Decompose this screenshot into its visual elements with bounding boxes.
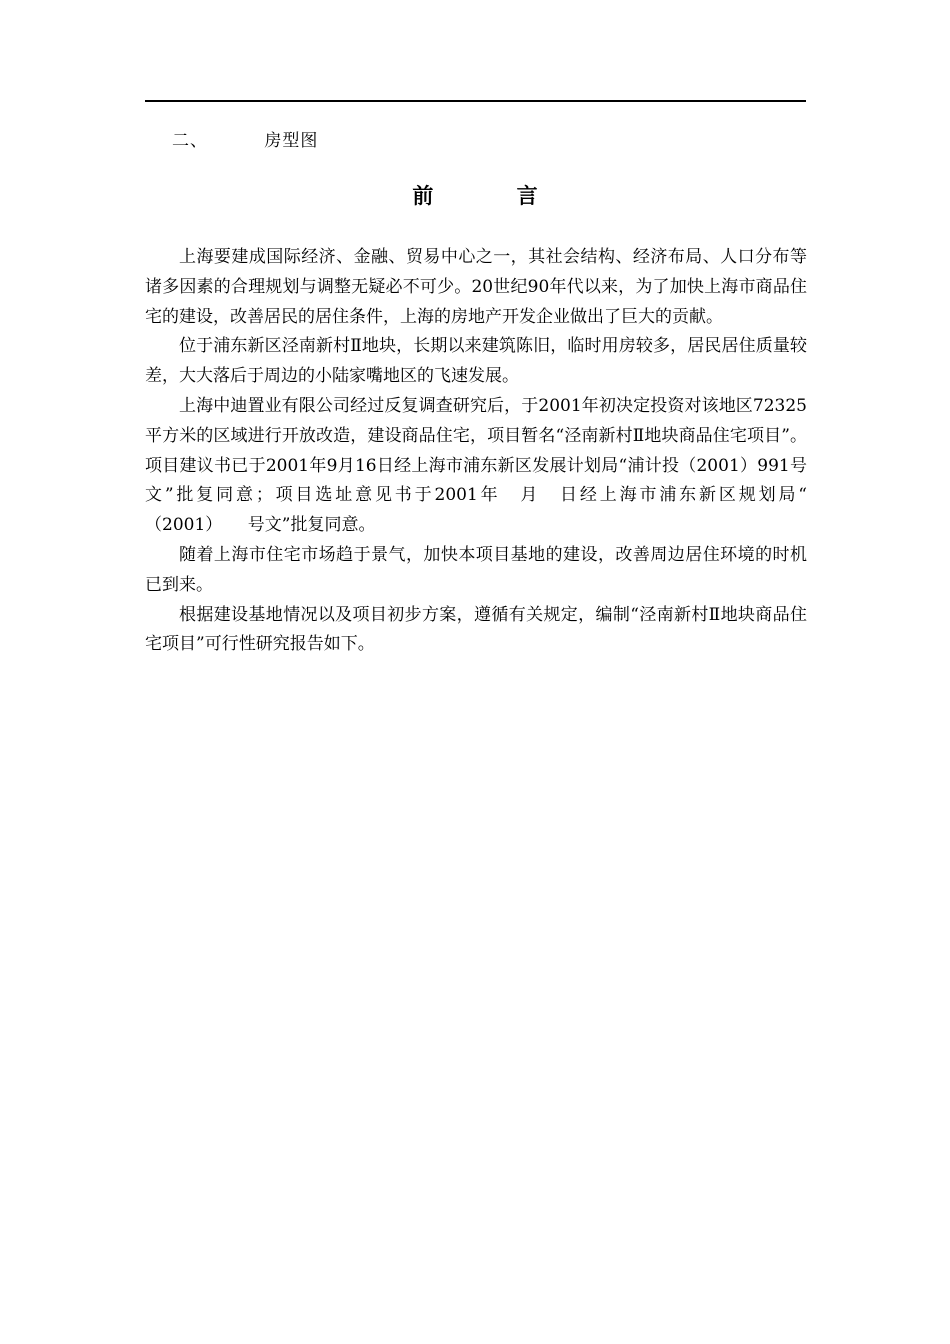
body-text <box>145 243 841 660</box>
paragraph-5: 根据建设基地情况以及项目初步方案，遵循有关规定，编制“泾南新村Ⅱ地块商品住宅项目”可行性研究报告如下。 <box>145 604 807 655</box>
paragraph-2: 位于浦东新区泾南新村Ⅱ地块，长期以来建筑陈旧，临时用房较多，居民居住质量较差，大大落后于周边的小陆家嘴地区的飞速发展。 <box>145 336 807 387</box>
paragraph-3: 上海中迪置业有限公司经过反复调查研究后，于2001年初决定投资对该地区72325平方米的区域进行开放改造，建设商品住宅，项目暂名“泾南新村Ⅱ地块商品住宅项目”。项目建议书已于2001年9月16日经上海市浦东新区发展计划局“浦计投（2001）991号文”批复同意；项目选址意见书于2001年 月 日经上海市浦东新区规划局“ （2001） 号文”批复同意。 <box>145 395 841 536</box>
toc-number: 二、 <box>172 131 208 151</box>
header-rule <box>145 100 806 102</box>
paragraph-1: 上海要建成国际经济、金融、贸易中心之一，其社会结构、经济布局、人口分布等诸多因素的合理规划与调整无疑必不可少。20世纪90年代以来，为了加快上海市商品住宅的建设，改善居民的居住条件，上海的房地产开发企业做出了巨大的贡献。 <box>145 247 807 327</box>
section-title: 前 言 <box>412 183 576 208</box>
paragraph-4: 随着上海市住宅市场趋于景气，加快本项目基地的建设，改善周边居住环境的时机已到来。 <box>145 544 807 595</box>
toc-label: 房型图 <box>264 131 319 151</box>
toc-entry <box>172 126 318 151</box>
